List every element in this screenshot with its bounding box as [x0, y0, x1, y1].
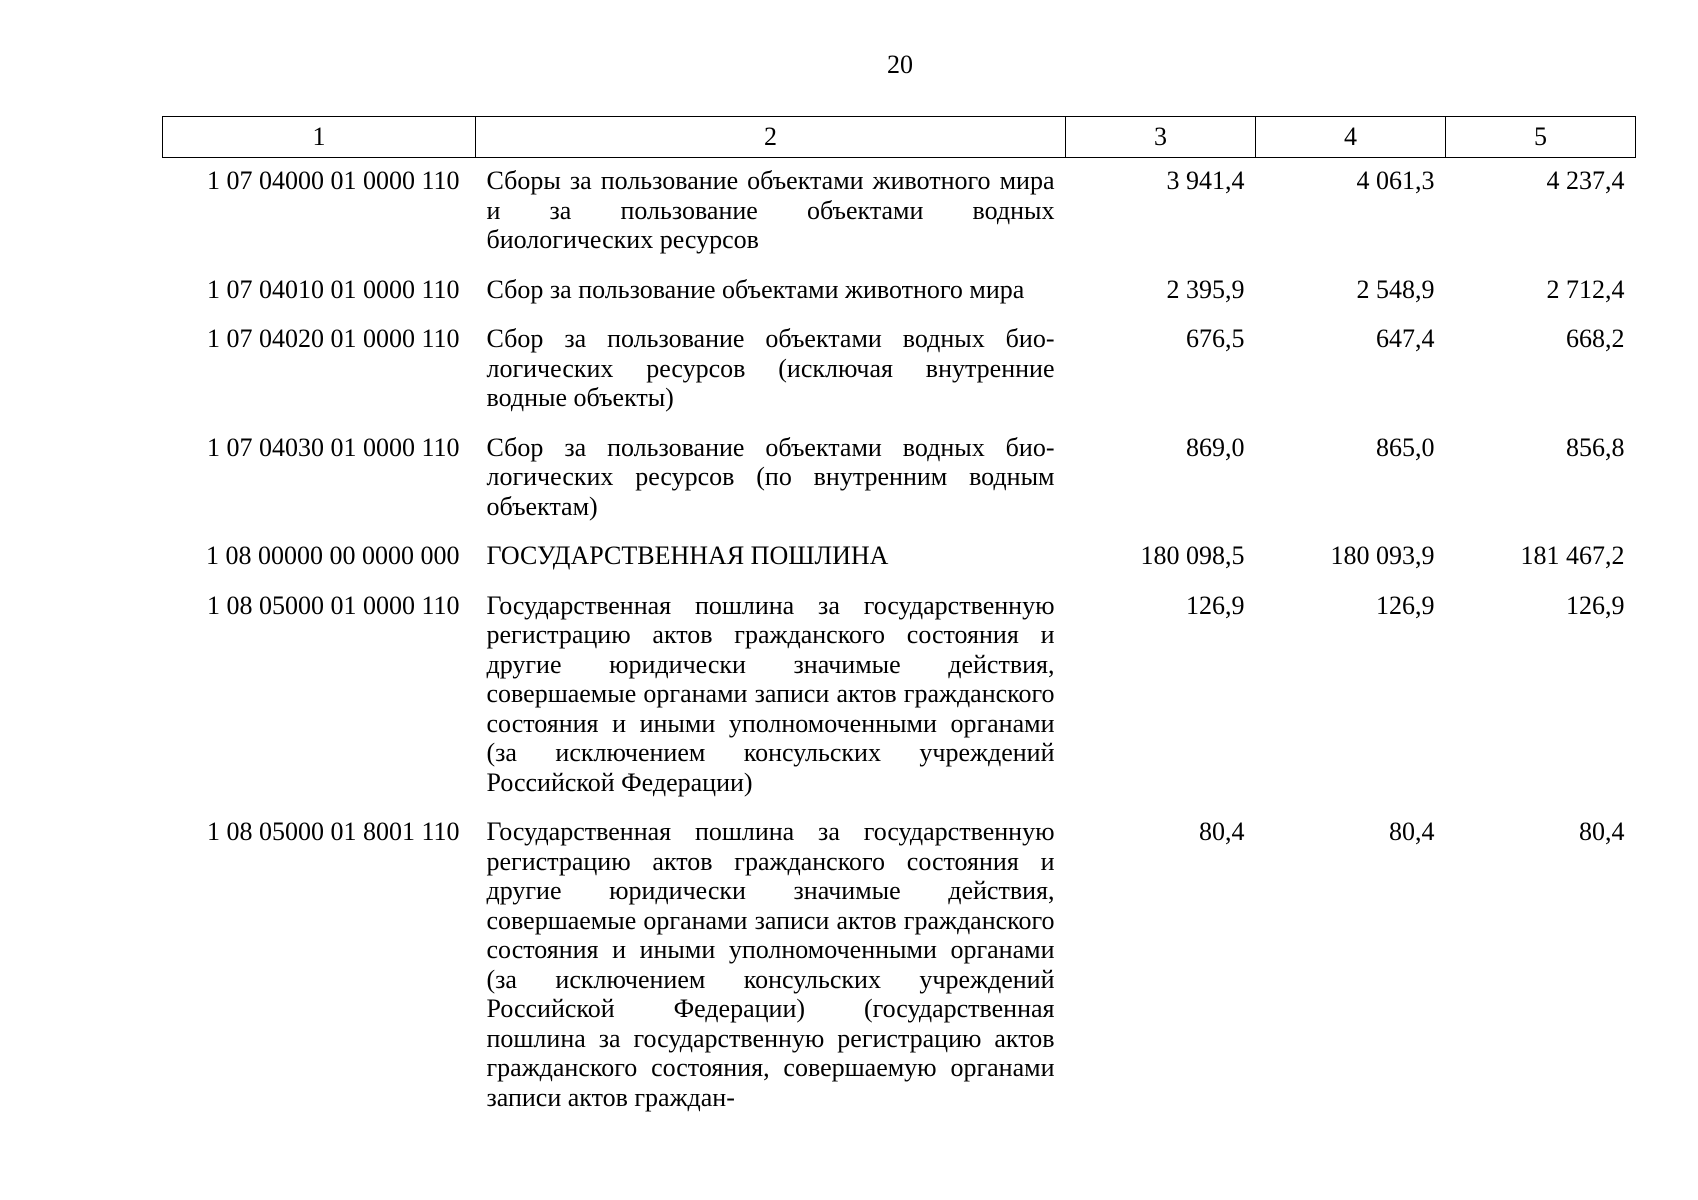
budget-code-cell: 1 08 05000 01 0000 110	[206, 590, 460, 620]
value-col5-cell: 4 237,4	[1546, 166, 1625, 195]
value-col3-cell: 2 395,9	[1166, 274, 1245, 304]
column-header-1: 1	[163, 117, 476, 158]
value-col5-cell: 668,2	[1566, 324, 1625, 353]
column-header-4: 4	[1256, 117, 1446, 158]
column-header-2: 2	[476, 117, 1066, 158]
value-col4-cell: 647,4	[1376, 324, 1435, 353]
value-col5-cell: 80,4	[1579, 817, 1625, 846]
revenue-name-cell: Сбор за пользование объектами водных биологических ресурсов (по внутренним водным объектам)	[486, 432, 1055, 521]
table-row	[163, 579, 1636, 806]
value-col5-cell: 181 467,2	[1520, 541, 1625, 570]
budget-code-cell: 1 07 04020 01 0000 110	[206, 324, 460, 353]
value-col4-cell: 80,4	[1389, 817, 1435, 846]
value-col3-cell: 80,4	[1199, 817, 1245, 846]
value-col4-cell: 865,0	[1376, 432, 1435, 462]
budget-code-cell: 1 08 05000 01 8001 110	[206, 817, 460, 846]
budget-code-cell: 1 08 00000 00 0000 000	[206, 541, 460, 570]
table-row	[163, 158, 1636, 263]
value-col5-cell: 856,8	[1566, 432, 1625, 462]
revenue-name-cell: Государственная пошлина за государственную регистрацию актов гражданского состояния и другие юридически значимые действия, совершаемые органами записи актов гражданского состояния и иными уполномоченными органами (за исключением консульских учреждений Российской Федерации) (государственная пошлина за государственную регистрацию актов гражданского состояния, совершаемую органами записи актов граждан-	[486, 817, 1055, 1112]
table-row	[163, 529, 1636, 579]
value-col4-cell: 4 061,3	[1356, 166, 1435, 195]
table-row	[163, 263, 1636, 313]
revenue-name-cell: Сбор за пользование объектами животного мира	[486, 274, 1025, 304]
table-row	[163, 421, 1636, 530]
budget-revenue-table	[162, 116, 1636, 1120]
budget-code-cell: 1 07 04030 01 0000 110	[206, 432, 460, 462]
table-header	[163, 117, 1636, 158]
revenue-name-cell: Сбор за пользование объектами водных биологических ресурсов (исключая внутренние водные объекты)	[486, 324, 1055, 412]
column-header-3: 3	[1066, 117, 1256, 158]
budget-code-cell: 1 07 04010 01 0000 110	[206, 274, 460, 304]
value-col4-cell: 180 093,9	[1330, 541, 1435, 570]
revenue-name-cell: ГОСУДАРСТВЕННАЯ ПОШЛИНА	[486, 541, 889, 570]
revenue-name-cell: Сборы за пользование объектами животного мира и за пользование объектами водных биологических ресурсов	[486, 166, 1055, 254]
page-number: 20	[887, 50, 913, 79]
value-col3-cell: 869,0	[1186, 432, 1245, 462]
value-col3-cell: 3 941,4	[1166, 166, 1245, 195]
table-header-row	[163, 117, 1636, 158]
table-body	[163, 158, 1636, 1121]
value-col4-cell: 2 548,9	[1356, 274, 1435, 304]
revenue-name-cell: Государственная пошлина за государственную регистрацию актов гражданского состояния и другие юридически значимые действия, совершаемые органами записи актов гражданского состояния и иными уполномоченными органами (за исключением консульских учреждений Российской Федерации)	[486, 590, 1055, 797]
value-col3-cell: 126,9	[1186, 590, 1245, 620]
table-row	[163, 805, 1636, 1120]
budget-code-cell: 1 07 04000 01 0000 110	[206, 166, 460, 195]
value-col3-cell: 180 098,5	[1140, 541, 1245, 570]
table-row	[163, 312, 1636, 421]
column-header-5: 5	[1446, 117, 1636, 158]
value-col5-cell: 126,9	[1566, 590, 1625, 620]
value-col3-cell: 676,5	[1186, 324, 1245, 353]
value-col5-cell: 2 712,4	[1546, 274, 1625, 304]
value-col4-cell: 126,9	[1376, 590, 1435, 620]
